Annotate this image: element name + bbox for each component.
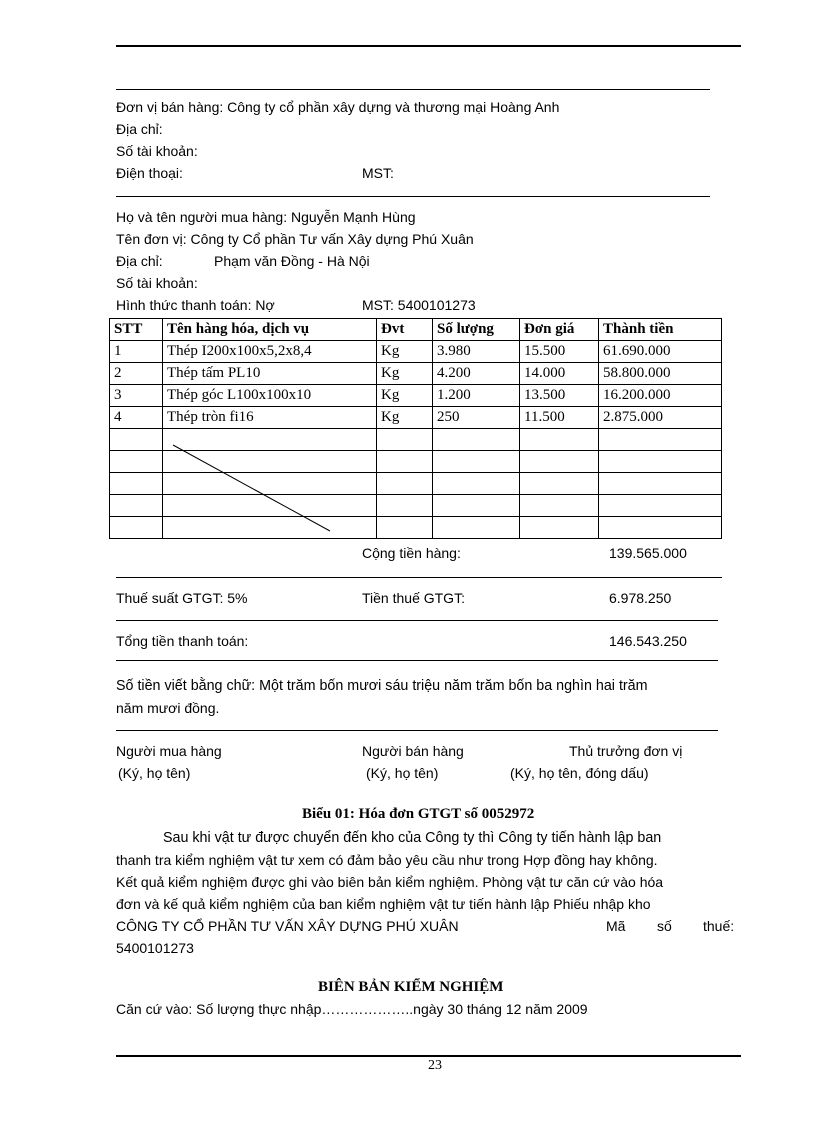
cell-amount: 16.200.000 xyxy=(599,385,722,407)
col-header-quantity: Số lượng xyxy=(433,319,520,341)
sign-head-sub: (Ký, họ tên, đóng dấu) xyxy=(510,765,649,781)
cell-name: Thép góc L100x100x10 xyxy=(163,385,377,407)
seller-tax-label: MST: xyxy=(362,165,394,181)
tax-code-label-thue: thuế: xyxy=(703,918,735,934)
table-header-row xyxy=(110,319,722,341)
tax-code-number: 5400101273 xyxy=(116,940,194,956)
cell-stt: 2 xyxy=(110,363,163,385)
cell-quantity: 250 xyxy=(433,407,520,429)
col-header-price: Đơn giá xyxy=(520,319,599,341)
body-line-1: Sau khi vật tư được chuyển đến kho của Công ty thì Công ty tiến hành lập ban xyxy=(163,830,662,846)
buyer-payment: Hình thức thanh toán: Nợ xyxy=(116,297,275,313)
cell-quantity: 1.200 xyxy=(433,385,520,407)
cell-amount: 58.800.000 xyxy=(599,363,722,385)
col-header-name: Tên hàng hóa, dịch vụ xyxy=(163,319,377,341)
company-name: CÔNG TY CỔ PHẦN TƯ VẤN XÂY DỰNG PHÚ XUÂN xyxy=(116,918,459,934)
cell-name: Thép tròn fi16 xyxy=(163,407,377,429)
tax-code-label-so: số xyxy=(657,918,672,934)
separator xyxy=(116,660,718,661)
buyer-account-label: Số tài khoản: xyxy=(116,275,198,291)
seller-phone-label: Điện thoại: xyxy=(116,165,183,181)
table-row-empty xyxy=(110,451,722,473)
cell-unit: Kg xyxy=(377,385,433,407)
tax-code-label-ma: Mã xyxy=(606,918,626,934)
body-line-3: Kết quả kiểm nghiệm được ghi vào biên bản kiểm nghiệm. Phòng vật tư căn cứ vào hóa xyxy=(116,874,664,890)
amount-in-words-line1: Số tiền viết bằng chữ: Một trăm bốn mươi sáu triệu năm trăm bốn ba nghìn hai trăm xyxy=(116,678,648,694)
separator xyxy=(116,89,710,90)
table-row-empty xyxy=(110,495,722,517)
cell-stt: 1 xyxy=(110,341,163,363)
footer-rule xyxy=(116,1055,741,1057)
cell-quantity: 4.200 xyxy=(433,363,520,385)
cell-price: 11.500 xyxy=(520,407,599,429)
goods-total-value: 139.565.000 xyxy=(609,545,687,561)
cell-unit: Kg xyxy=(377,341,433,363)
table-row-empty xyxy=(110,429,722,451)
seller-address-label: Địa chỉ: xyxy=(116,121,163,137)
cell-quantity: 3.980 xyxy=(433,341,520,363)
sign-seller: Người bán hàng xyxy=(362,743,464,759)
sign-buyer: Người mua hàng xyxy=(116,743,222,759)
col-header-amount: Thành tiền xyxy=(599,319,722,341)
seller-account-label: Số tài khoản: xyxy=(116,143,198,159)
sign-seller-sub: (Ký, họ tên) xyxy=(366,765,439,781)
cell-unit: Kg xyxy=(377,363,433,385)
page-number: 23 xyxy=(428,1058,442,1073)
buyer-tax: MST: 5400101273 xyxy=(362,297,476,313)
sign-buyer-sub: (Ký, họ tên) xyxy=(118,765,191,781)
separator xyxy=(116,620,718,621)
vat-value: 6.978.250 xyxy=(609,590,672,606)
cell-name: Thép tấm PL10 xyxy=(163,363,377,385)
table-row-empty xyxy=(110,473,722,495)
goods-total-label: Cộng tiền hàng: xyxy=(362,545,461,561)
cell-stt: 4 xyxy=(110,407,163,429)
report-basis: Căn cứ vào: Số lượng thực nhập………………..ngày 30 tháng 12 năm 2009 xyxy=(116,1001,588,1017)
invoice-caption: Biểu 01: Hóa đơn GTGT số 0052972 xyxy=(302,806,535,822)
buyer-name: Họ và tên người mua hàng: Nguyễn Mạnh Hùng xyxy=(116,209,416,225)
vat-rate: Thuế suất GTGT: 5% xyxy=(116,590,248,606)
buyer-unit: Tên đơn vị: Công ty Cổ phần Tư vấn Xây dựng Phú Xuân xyxy=(116,231,474,247)
col-header-unit: Đvt xyxy=(377,319,433,341)
cell-price: 14.000 xyxy=(520,363,599,385)
table-row-empty xyxy=(110,517,722,539)
table-row xyxy=(110,341,722,363)
separator xyxy=(116,577,722,578)
cell-amount: 2.875.000 xyxy=(599,407,722,429)
buyer-address-label: Địa chỉ: xyxy=(116,253,163,269)
report-title: BIÊN BẢN KIỂM NGHIỆM xyxy=(318,979,504,995)
table-row xyxy=(110,385,722,407)
cell-stt: 3 xyxy=(110,385,163,407)
buyer-address-value: Phạm văn Đồng - Hà Nội xyxy=(214,253,370,269)
amount-in-words-line2: năm mươi đồng. xyxy=(116,700,220,716)
cell-name: Thép I200x100x5,2x8,4 xyxy=(163,341,377,363)
invoice-table xyxy=(109,318,722,539)
cell-price: 15.500 xyxy=(520,341,599,363)
sign-head: Thủ trưởng đơn vị xyxy=(569,743,683,759)
cell-price: 13.500 xyxy=(520,385,599,407)
seller-name: Đơn vị bán hàng: Công ty cổ phần xây dựng và thương mại Hoàng Anh xyxy=(116,99,560,115)
separator xyxy=(116,196,710,197)
body-line-4: đơn và kế quả kiểm nghiệm của ban kiểm nghiệm vật tư tiến hành lập Phiếu nhập kho xyxy=(116,896,651,912)
col-header-stt: STT xyxy=(110,319,163,341)
cell-unit: Kg xyxy=(377,407,433,429)
separator xyxy=(116,730,718,731)
grand-total-value: 146.543.250 xyxy=(609,633,687,649)
table-row xyxy=(110,363,722,385)
grand-total-label: Tổng tiền thanh toán: xyxy=(116,633,249,649)
table-row xyxy=(110,407,722,429)
vat-label: Tiền thuế GTGT: xyxy=(362,590,465,606)
cell-amount: 61.690.000 xyxy=(599,341,722,363)
header-rule xyxy=(116,45,741,47)
body-line-2: thanh tra kiểm nghiệm vật tư xem có đảm bảo yêu cầu như trong Hợp đồng hay không. xyxy=(116,852,658,868)
